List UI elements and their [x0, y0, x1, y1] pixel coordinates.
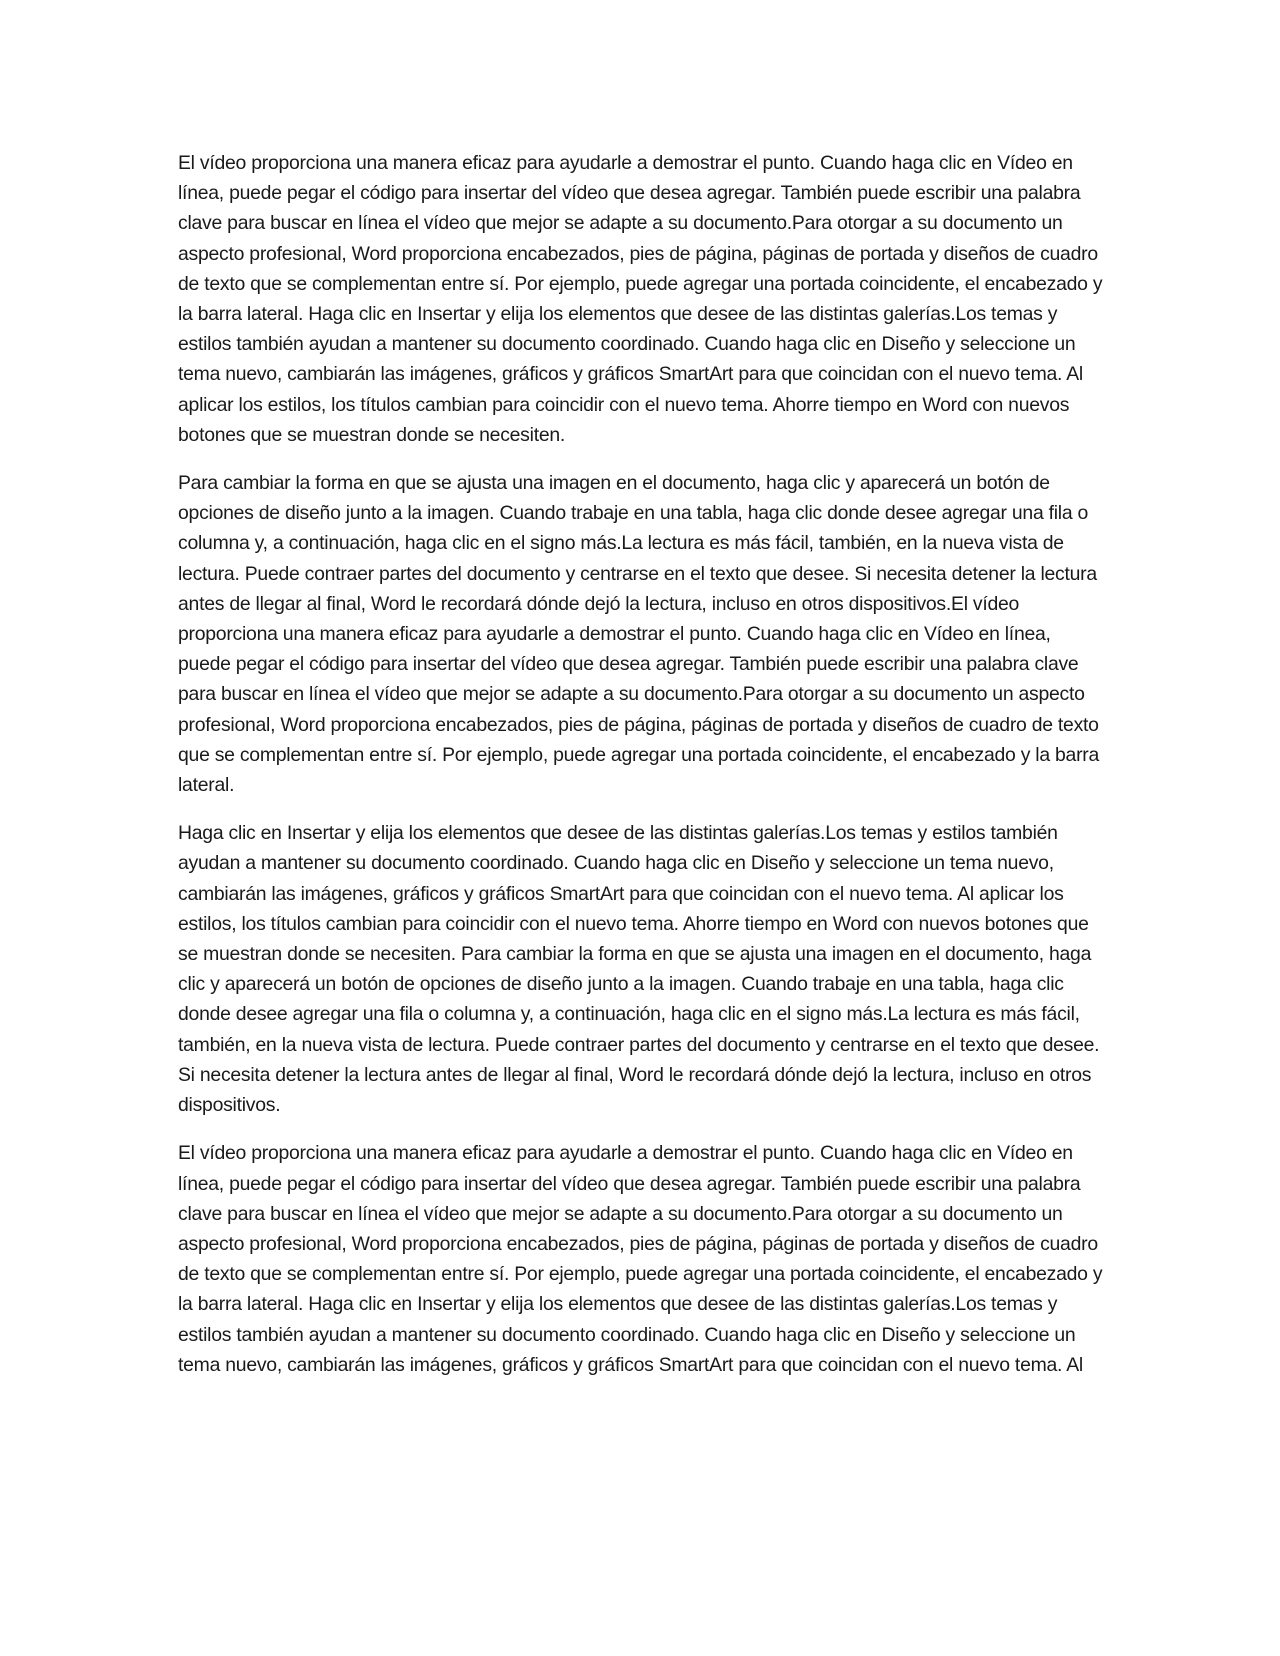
body-paragraph-2: Para cambiar la forma en que se ajusta una imagen en el documento, haga clic y aparecerá un botón de opciones de diseño junto a la imagen. Cuando trabaje en una tabla, haga clic donde desee agregar una fila o columna y, a continuación, haga clic en el signo más.La lectura es más fácil, también, en la nueva vista de lectura. Puede contraer partes del documento y centrarse en el texto que desee. Si necesita detener la lectura antes de llegar al final, Word le recordará dónde dejó la lectura, incluso en otros dispositivos.El vídeo proporciona una manera eficaz para ayudarle a demostrar el punto. Cuando haga clic en Vídeo en línea, puede pegar el código para insertar del vídeo que desea agregar. También puede escribir una palabra clave para buscar en línea el vídeo que mejor se adapte a su documento.Para otorgar a su documento un aspecto profesional, Word proporciona encabezados, pies de página, páginas de portada y diseños de cuadro de texto que se complementan entre sí. Por ejemplo, puede agregar una portada coincidente, el encabezado y la barra lateral. — [178, 472, 1100, 797]
body-paragraph-1: El vídeo proporciona una manera eficaz para ayudarle a demostrar el punto. Cuando haga clic en Vídeo en línea, puede pegar el código para insertar del vídeo que desea agregar. También puede escribir una palabra clave para buscar en línea el vídeo que mejor se adapte a su documento.Para otorgar a su documento un aspecto profesional, Word proporciona encabezados, pies de página, páginas de portada y diseños de cuadro de texto que se complementan entre sí. Por ejemplo, puede agregar una portada coincidente, el encabezado y la barra lateral. Haga clic en Insertar y elija los elementos que desee de las distintas galerías.Los temas y estilos también ayudan a mantener su documento coordinado. Cuando haga clic en Diseño y seleccione un tema nuevo, cambiarán las imágenes, gráficos y gráficos SmartArt para que coincidan con el nuevo tema. Al aplicar los estilos, los títulos cambian para coincidir con el nuevo tema. Ahorre tiempo en Word con nuevos botones que se muestran donde se necesiten. — [178, 152, 1103, 446]
body-paragraph-3: Haga clic en Insertar y elija los elementos que desee de las distintas galerías.Los temas y estilos también ayudan a mantener su documento coordinado. Cuando haga clic en Diseño y seleccione un tema nuevo, cambiarán las imágenes, gráficos y gráficos SmartArt para que coincidan con el nuevo tema. Al aplicar los estilos, los títulos cambian para coincidir con el nuevo tema. Ahorre tiempo en Word con nuevos botones que se muestran donde se necesiten. Para cambiar la forma en que se ajusta una imagen en el documento, haga clic y aparecerá un botón de opciones de diseño junto a la imagen. Cuando trabaje en una tabla, haga clic donde desee agregar una fila o columna y, a continuación, haga clic en el signo más.La lectura es más fácil, también, en la nueva vista de lectura. Puede contraer partes del documento y centrarse en el texto que desee. Si necesita detener la lectura antes de llegar al final, Word le recordará dónde dejó la lectura, incluso en otros dispositivos. — [178, 822, 1100, 1117]
document-body[interactable] — [178, 148, 1106, 1398]
body-paragraph-4: El vídeo proporciona una manera eficaz para ayudarle a demostrar el punto. Cuando haga clic en Vídeo en línea, puede pegar el código para insertar del vídeo que desea agregar. También puede escribir una palabra clave para buscar en línea el vídeo que mejor se adapte a su documento.Para otorgar a su documento un aspecto profesional, Word proporciona encabezados, pies de página, páginas de portada y diseños de cuadro de texto que se complementan entre sí. Por ejemplo, puede agregar una portada coincidente, el encabezado y la barra lateral. Haga clic en Insertar y elija los elementos que desee de las distintas galerías.Los temas y estilos también ayudan a mantener su documento coordinado. Cuando haga clic en Diseño y seleccione un tema nuevo, cambiarán las imágenes, gráficos y gráficos SmartArt para que coincidan con el nuevo tema. Al — [178, 1142, 1103, 1376]
